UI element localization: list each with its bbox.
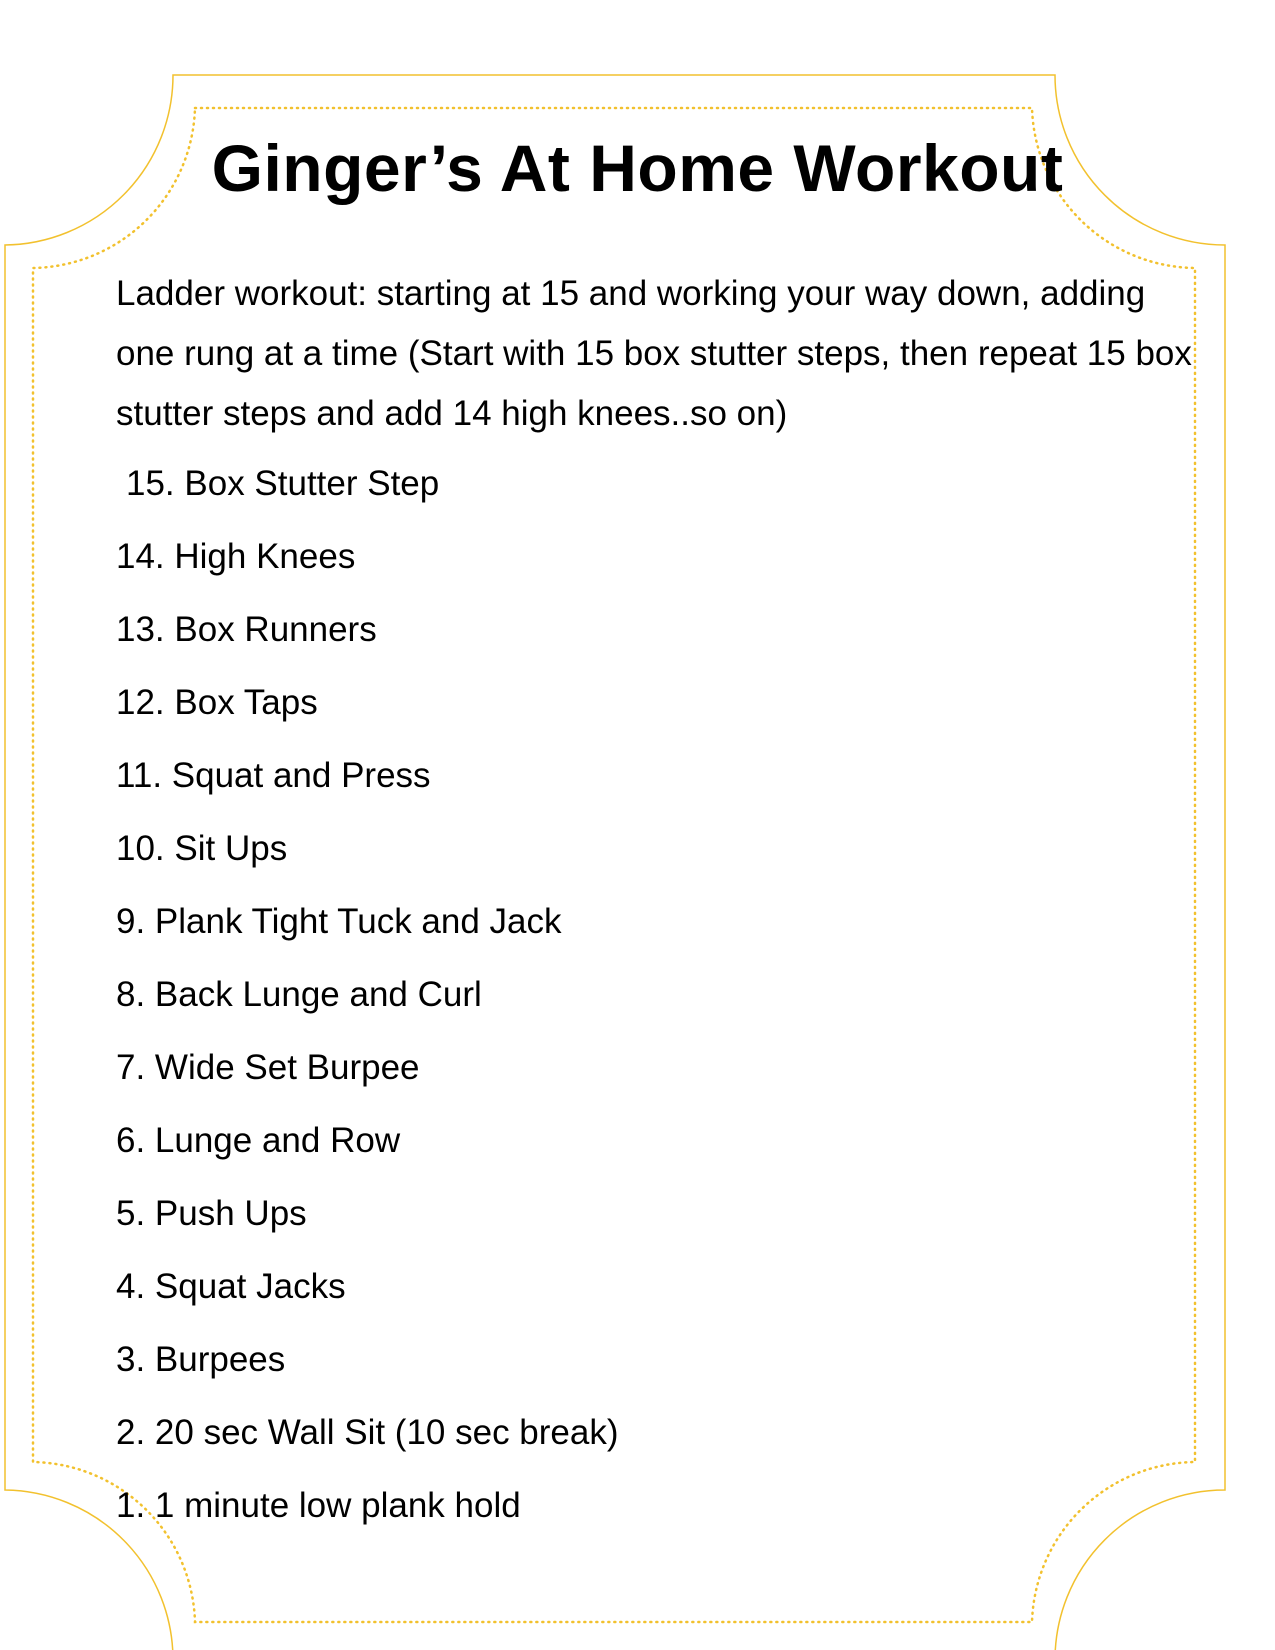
exercise-item: 5. Push Ups — [116, 1194, 307, 1233]
exercise-item: 1. 1 minute low plank hold — [116, 1486, 521, 1525]
exercise-item: 6. Lunge and Row — [116, 1121, 401, 1160]
exercise-item: 8. Back Lunge and Curl — [116, 975, 482, 1014]
exercise-list — [116, 454, 619, 1549]
exercise-item: 4. Squat Jacks — [116, 1267, 346, 1306]
page-title: Ginger’s At Home Workout — [211, 131, 1064, 205]
exercise-item: 15. Box Stutter Step — [126, 464, 440, 503]
intro-paragraph: Ladder workout: starting at 15 and working your way down, adding one rung at a time (Start with 15 box stutter steps, then repeat 15 box stutter steps and add 14 high knees..so on) — [116, 274, 1192, 433]
exercise-item: 9. Plank Tight Tuck and Jack — [116, 902, 562, 941]
exercise-item: 14. High Knees — [116, 537, 356, 576]
exercise-item: 13. Box Runners — [116, 610, 377, 649]
exercise-item: 12. Box Taps — [116, 683, 318, 722]
exercise-item: 11. Squat and Press — [116, 756, 431, 795]
exercise-item: 10. Sit Ups — [116, 829, 288, 868]
exercise-item: 7. Wide Set Burpee — [116, 1048, 420, 1087]
exercise-item: 3. Burpees — [116, 1340, 286, 1379]
exercise-item: 2. 20 sec Wall Sit (10 sec break) — [116, 1413, 619, 1452]
